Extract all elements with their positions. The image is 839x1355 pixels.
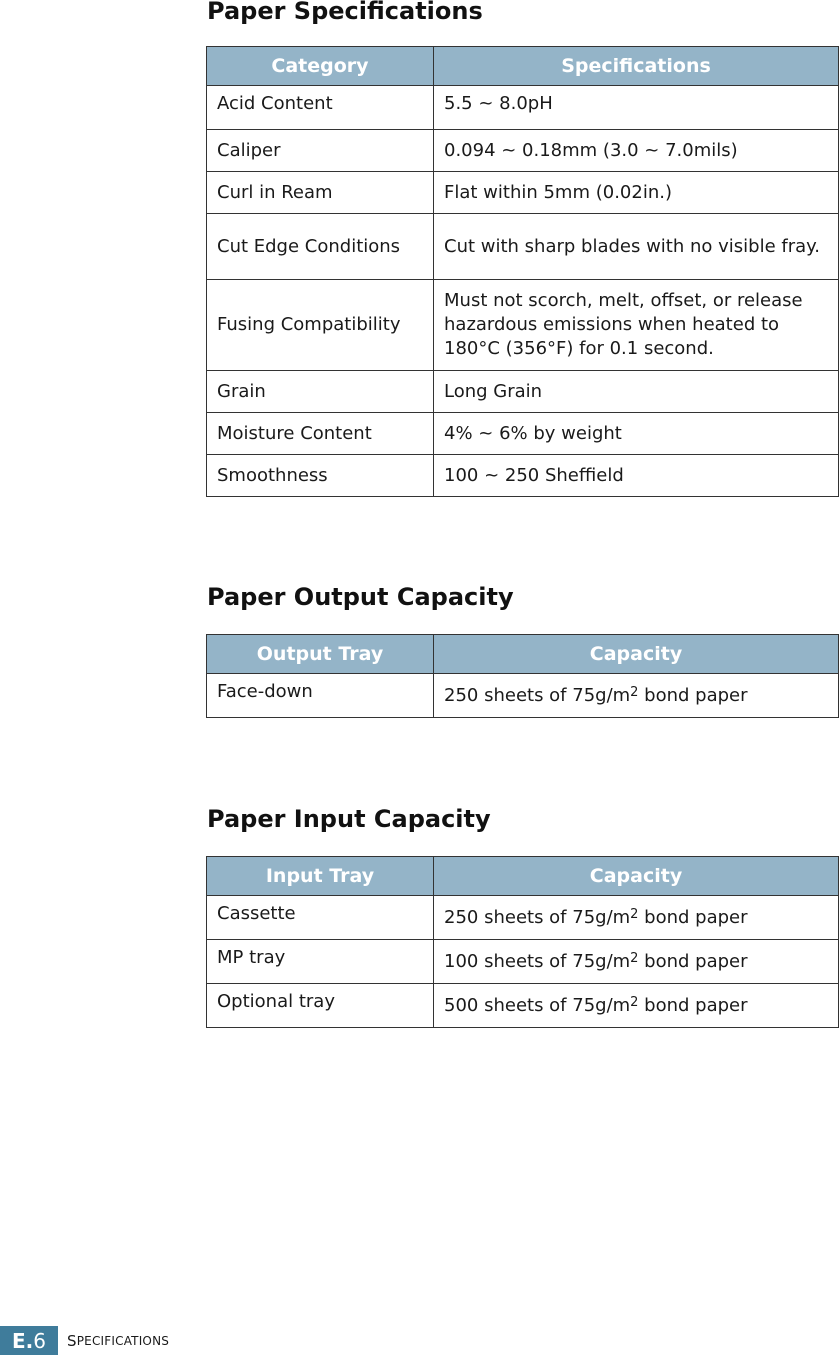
superscript-exponent: 2: [630, 950, 639, 966]
superscript-exponent: 2: [630, 994, 639, 1010]
spec-cell: 0.094 ~ 0.18mm (3.0 ~ 7.0mils): [434, 130, 839, 172]
table-row: [207, 130, 839, 172]
superscript-exponent: 2: [630, 684, 639, 700]
spec-cell: Cut with sharp blades with no visible fray.: [434, 214, 839, 280]
table-row: [207, 455, 839, 497]
table-row: [207, 172, 839, 214]
category-cell: Grain: [207, 371, 434, 413]
table-row: [207, 940, 839, 984]
spec-cell: 4% ~ 6% by weight: [434, 413, 839, 455]
table-row: [207, 674, 839, 718]
chapter-name: [58, 1326, 169, 1355]
column-header-input-tray: Input Tray: [207, 857, 434, 896]
table-row: [207, 214, 839, 280]
table-row: [207, 280, 839, 371]
capacity-cell: [434, 896, 839, 940]
capacity-text-suffix: bond paper: [638, 950, 748, 972]
category-cell: Acid Content: [207, 86, 434, 130]
capacity-text-suffix: bond paper: [638, 906, 748, 928]
table-header-row: [207, 635, 839, 674]
table-row: [207, 371, 839, 413]
capacity-text: 250 sheets of 75g/m: [444, 906, 631, 928]
paper-output-capacity-table: [206, 634, 839, 718]
table-row: [207, 896, 839, 940]
spec-cell: 100 ~ 250 Sheffield: [434, 455, 839, 497]
chapter-name-rest: PECIFICATIONS: [76, 1333, 170, 1348]
tray-cell: MP tray: [207, 940, 434, 984]
table-header-row: [207, 47, 839, 86]
column-header-category: Category: [207, 47, 434, 86]
paper-specifications-table: [206, 46, 839, 497]
spec-cell: 5.5 ~ 8.0pH: [434, 86, 839, 130]
table-row: [207, 984, 839, 1028]
category-cell: Cut Edge Conditions: [207, 214, 434, 280]
capacity-text: 500 sheets of 75g/m: [444, 994, 631, 1016]
tray-cell: Optional tray: [207, 984, 434, 1028]
page-number-tab: [0, 1326, 58, 1355]
table-row: [207, 86, 839, 130]
column-header-capacity: Capacity: [434, 857, 839, 896]
paper-input-capacity-title: Paper Input Capacity: [207, 805, 491, 833]
paper-output-capacity-title: Paper Output Capacity: [207, 583, 514, 611]
tray-cell: Face-down: [207, 674, 434, 718]
capacity-text-suffix: bond paper: [638, 684, 748, 706]
page-number-prefix: E.: [12, 1328, 34, 1353]
category-cell: Curl in Ream: [207, 172, 434, 214]
chapter-name-initial: S: [67, 1331, 77, 1350]
table-header-row: [207, 857, 839, 896]
page-number: 6: [33, 1328, 46, 1353]
table-row: [207, 413, 839, 455]
capacity-text: 100 sheets of 75g/m: [444, 950, 631, 972]
column-header-specifications: Specifications: [434, 47, 839, 86]
category-cell: Caliper: [207, 130, 434, 172]
column-header-output-tray: Output Tray: [207, 635, 434, 674]
category-cell: Moisture Content: [207, 413, 434, 455]
capacity-cell: [434, 984, 839, 1028]
capacity-cell: [434, 940, 839, 984]
capacity-text: 250 sheets of 75g/m: [444, 684, 631, 706]
page-footer: [0, 1326, 169, 1355]
spec-cell: Long Grain: [434, 371, 839, 413]
spec-cell: Must not scorch, melt, offset, or release hazardous emissions when heated to 180°C (356°F) for 0.1 second.: [434, 280, 839, 371]
capacity-text-suffix: bond paper: [638, 994, 748, 1016]
superscript-exponent: 2: [630, 906, 639, 922]
category-cell: Fusing Compatibility: [207, 280, 434, 371]
capacity-cell: [434, 674, 839, 718]
paper-input-capacity-table: [206, 856, 839, 1028]
tray-cell: Cassette: [207, 896, 434, 940]
column-header-capacity: Capacity: [434, 635, 839, 674]
spec-cell: Flat within 5mm (0.02in.): [434, 172, 839, 214]
paper-specifications-title: Paper Specifications: [207, 0, 483, 25]
category-cell: Smoothness: [207, 455, 434, 497]
